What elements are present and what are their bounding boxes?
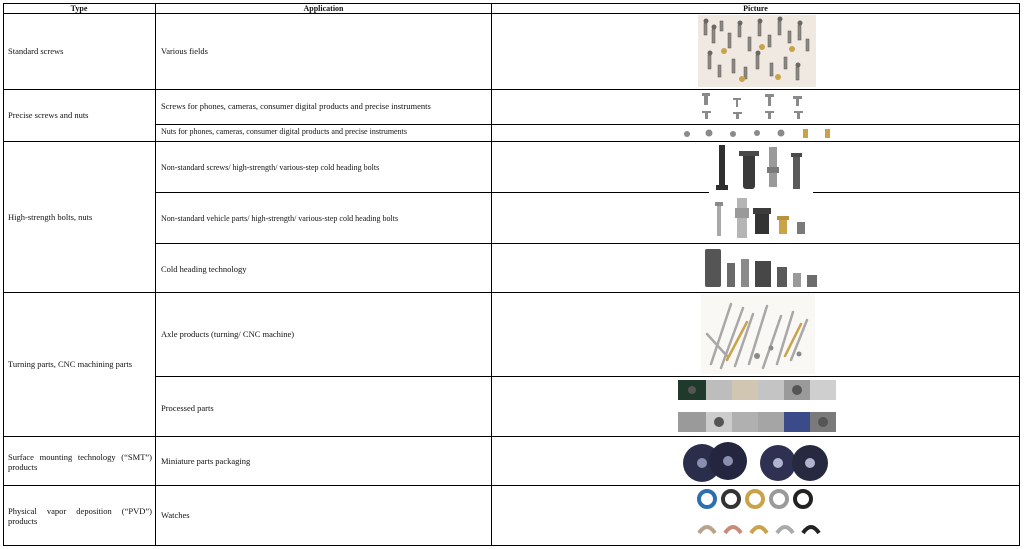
column-divider: [491, 3, 492, 546]
type-cell: Surface mounting technology (“SMT”) products: [8, 452, 152, 472]
application-cell: Axle products (turning/ CNC machine): [161, 329, 295, 339]
row-divider: [3, 485, 1020, 486]
processed-parts-photo: [676, 378, 838, 434]
type-cell: High-strength bolts, nuts: [8, 212, 93, 222]
header-application: Application: [303, 4, 344, 13]
type-cell: Turning parts, CNC machining parts: [8, 359, 133, 369]
application-cell: Screws for phones, cameras, consumer digital products and precise instruments: [161, 101, 431, 111]
smt-reels-photo: [676, 439, 840, 483]
precise-nuts-photo: [679, 126, 839, 140]
row-divider: [3, 89, 1020, 90]
vehicle-parts-photo: [709, 194, 813, 242]
application-cell: Miniature parts packaging: [161, 456, 251, 466]
table-border-left: [3, 3, 4, 546]
application-cell: Processed parts: [161, 403, 214, 413]
sub-row-divider: [155, 192, 1020, 193]
application-cell: Nuts for phones, cameras, consumer digital products and precise instruments: [161, 127, 407, 136]
assorted-screws-photo: [698, 15, 816, 87]
cold-heading-parts-photo: [699, 245, 823, 291]
axle-products-photo: [701, 294, 815, 374]
type-cell: Physical vapor deposition (“PVD”) products: [8, 506, 152, 526]
sub-row-divider: [155, 124, 1020, 125]
row-divider: [3, 436, 1020, 437]
table-border-right: [1019, 3, 1020, 546]
row-divider: [3, 141, 1020, 142]
application-cell: Non-standard vehicle parts/ high-strength/ various-step cold heading bolts: [161, 214, 399, 223]
header-picture: Picture: [743, 4, 768, 13]
application-cell: Cold heading technology: [161, 264, 247, 274]
type-cell: Precise screws and nuts: [8, 110, 89, 120]
product-table: [3, 3, 1020, 546]
column-divider: [155, 3, 156, 546]
precise-screws-photo: [696, 91, 822, 123]
header-type: Type: [70, 4, 88, 13]
header-divider: [3, 13, 1020, 14]
sub-row-divider: [155, 243, 1020, 244]
sub-row-divider: [155, 376, 1020, 377]
type-cell: Standard screws: [8, 46, 64, 56]
cold-heading-bolts-photo: [709, 143, 813, 193]
watch-parts-photo: [693, 487, 827, 545]
application-cell: Non-standard screws/ high-strength/ various-step cold heading bolts: [161, 163, 380, 172]
row-divider: [3, 292, 1020, 293]
application-cell: Watches: [161, 510, 190, 520]
application-cell: Various fields: [161, 46, 208, 56]
